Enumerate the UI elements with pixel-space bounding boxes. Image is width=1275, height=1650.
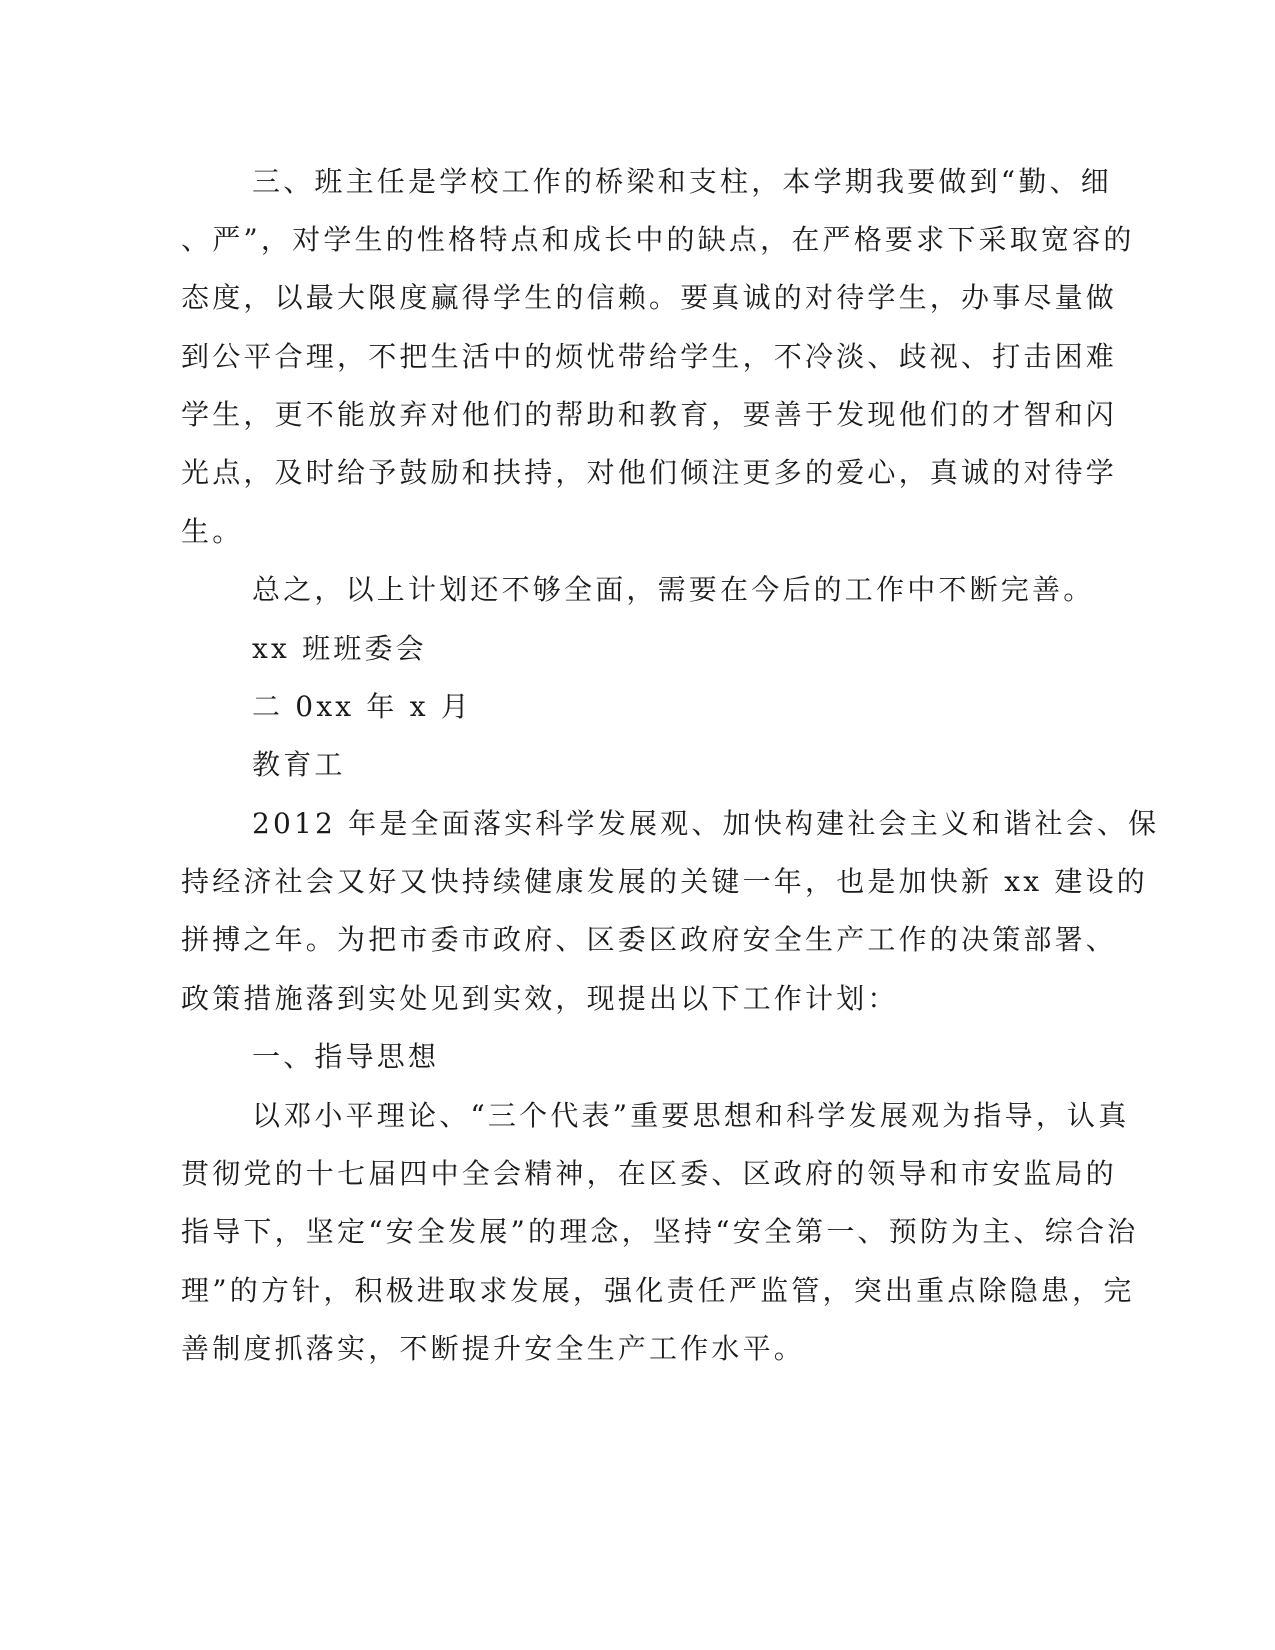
intro-line-3: 拼搏之年。为把市委市政府、区委区政府安全生产工作的决策部署、 xyxy=(181,923,1118,956)
paragraph-3-line-6: 光点，及时给予鼓励和扶持，对他们倾注更多的爱心，真诚的对待学 xyxy=(181,456,1118,489)
intro-line-1: 2012 年是全面落实科学发展观、加快构建社会主义和谐社会、保 xyxy=(252,807,1160,840)
guiding-line-5: 善制度抓落实，不断提升安全生产工作水平。 xyxy=(181,1332,806,1365)
signature-date: 二 0xx 年 x 月 xyxy=(252,690,472,723)
paragraph-3-line-7: 生。 xyxy=(181,515,244,548)
paragraph-3-line-5: 学生，更不能放弃对他们的帮助和教育，要善于发现他们的才智和闪 xyxy=(181,398,1118,431)
summary-line: 总之，以上计划还不够全面，需要在今后的工作中不断完善。 xyxy=(252,573,1095,606)
intro-line-2: 持经济社会又好又快持续健康发展的关键一年，也是加快新 xx 建设的 xyxy=(181,865,1148,898)
guiding-line-1: 以邓小平理论、“三个代表”重要思想和科学发展观为指导，认真 xyxy=(252,1099,1130,1132)
guiding-line-4: 理”的方针，积极进取求发展，强化责任严监管，突出重点除隐患，完 xyxy=(181,1274,1135,1307)
guiding-line-2: 贯彻党的十七届四中全会精神，在区委、区政府的领导和市安监局的 xyxy=(181,1157,1118,1190)
section-heading-education: 教育工 xyxy=(252,748,346,781)
paragraph-3-line-1: 三、班主任是学校工作的桥梁和支柱，本学期我要做到“勤、细 xyxy=(252,165,1112,198)
paragraph-3-line-3: 态度，以最大限度赢得学生的信赖。要真诚的对待学生，办事尽量做 xyxy=(181,281,1118,314)
heading-guiding-thought: 一、指导思想 xyxy=(252,1040,440,1073)
intro-line-4: 政策措施落到实处见到实效，现提出以下工作计划： xyxy=(181,982,899,1015)
guiding-line-3: 指导下，坚定“安全发展”的理念，坚持“安全第一、预防为主、综合治 xyxy=(181,1215,1139,1248)
paragraph-3-line-4: 到公平合理，不把生活中的烦忧带给学生，不冷淡、歧视、打击困难 xyxy=(181,340,1118,373)
paragraph-3-line-2: 、严”，对学生的性格特点和成长中的缺点，在严格要求下采取宽容的 xyxy=(181,223,1135,256)
signature-class-committee: xx 班班委会 xyxy=(252,632,427,665)
